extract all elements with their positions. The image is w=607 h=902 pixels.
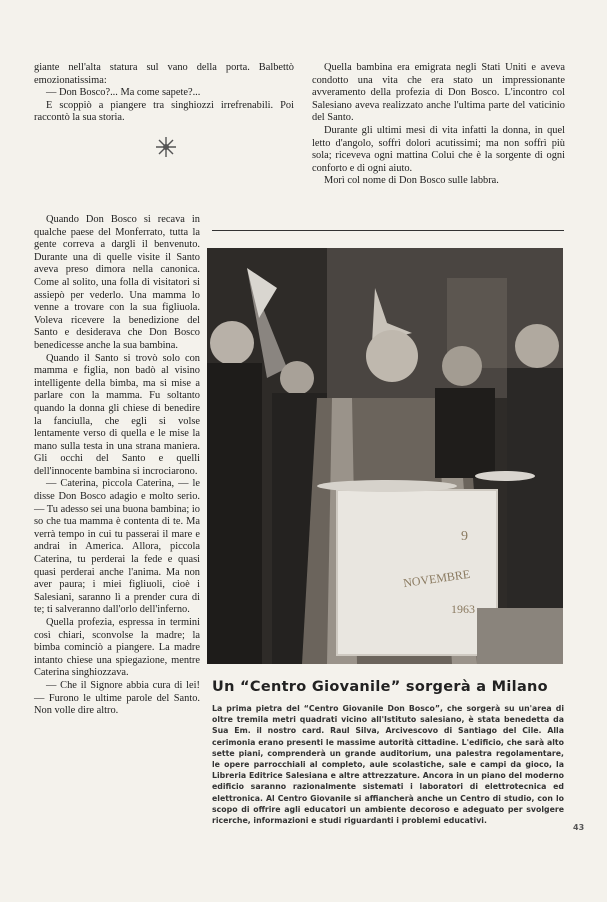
paragraph: Quando Don Bosco si recava in qualche paese del Monferrato, tutta la gente correva a dargli il benvenuto. Durante una di quelle visite il Santo aveva preso dimora nella canonica. Come al solito, una folla di visitatori si assiepò per vederlo. Una mamma lo venne a trovare con la sua figliuola. Voleva ricevere la benedizione del Santo e desiderava che Don Bosco benedicesse anche la sua bambina. — [34, 214, 200, 351]
paragraph: — Che il Signore abbia cura di lei! — Furono le ultime parole del Santo. Non volle dire altro. — [34, 679, 200, 717]
paragraph: — Caterina, piccola Caterina, — le disse Don Bosco adagio e molto serio. — Tu adesso sei una buona bambina; io so che tua mamma è contenta di te. Ma verrà tempo in cui tu passerai il mare e andrai in America. Allora, piccola Caterina, tu perderai la fede e quasi quasi perderai anche l'anima. Ma non aver paura; i miei figliuoli, cioè i Salesiani, saranno lì a prender cura di te; ti salveranno dall'orlo dell'inferno. — [34, 478, 200, 616]
page-number: 43 — [573, 823, 585, 832]
right-column-top — [312, 62, 565, 188]
stone-date-day: 9 — [461, 529, 468, 544]
ceremony-photo-illustration — [207, 248, 563, 664]
paragraph: Quella profezia, espressa in termini così chiari, sconvolse la madre; la bimba cominciò a piangere. La madre intanto chiese una spiegazione, mentre Caterina singhiozzava. — [34, 617, 200, 679]
paragraph: Quella bambina era emigrata negli Stati Uniti e aveva condotto una vita che era stato un impressionante avveramento della profezia di Don Bosco. L'incontro col Salesiano aveva realizzato anche l'ultima parte del vaticinio del Santo. — [312, 62, 565, 124]
paragraph: Morì col nome di Don Bosco sulle labbra. — [324, 175, 499, 187]
paragraph: Durante gli ultimi mesi di vita infatti la donna, in quel letto d'angolo, soffrì dolori acutissimi; ma non soffrì più sola; riceveva ogni mattina Colui che è la sorgente di ogni conforto e di ogni aiuto. — [312, 124, 565, 174]
paragraph: Quando il Santo si trovò solo con mamma e figlia, non badò al visino intelligente della bimba, ma si mise a parlare con la mamma. Fu soltanto quando la donna gli chiese di benedire la fanciulla, che egli si volse lentamente verso di quella e le mise la mano sulla testa in una strana maniera. Gli occhi del Santo e quelli dell'innocente bambina si incrociarono. — [34, 352, 200, 477]
caption-text: La prima pietra del “Centro Giovanile Don Bosco”, che sorgerà su un'area di oltre tremila metri quadrati vicino all'Istituto salesiano, è stata benedetta da Sua Em. il nostro card. Raul Silva, Arcivescovo di Santiago del Cile. Alla cerimonia erano presenti le massime autorità cittadine. L'edificio, che sarà alto sette piani, comprenderà un grande auditorium, una palestra regolamentare, le opere parrocchiali al completo, aule scolastiche, sale e campi da gioco, la Libreria Editrice Salesiana e altre attrezzature. Ancora in un piano del moderno edificio saranno razionalmente sistemati i laboratori di elettrotecnica ed elettronica. Al Centro Giovanile si affiancherà anche un Centro di studio, con lo scopo di offrire agli educatori un ambiente decoroso e adeguato per svolgere ricerche, informazioni e studi riguardanti i problemi educativi. — [212, 704, 564, 826]
left-column-top — [34, 62, 294, 125]
section-divider — [212, 230, 564, 231]
caption-title: Un “Centro Giovanile” sorgerà a Milano — [212, 679, 548, 695]
stone-date-year: 1963 — [451, 602, 475, 616]
ornament-star-icon — [155, 136, 177, 158]
paragraph: giante nell'alta statura sul vano della porta. Balbettò emozionatissima: — [34, 62, 294, 86]
stone-date-month: NOVEMBRE — [402, 566, 471, 591]
paragraph: — Don Bosco?... Ma come sapete?... — [46, 87, 201, 99]
ceremony-photo — [207, 248, 563, 664]
paragraph: E scoppiò a piangere tra singhiozzi irrefrenabili. Poi raccontò la sua storia. — [34, 99, 294, 124]
left-column-narrow — [34, 214, 200, 718]
